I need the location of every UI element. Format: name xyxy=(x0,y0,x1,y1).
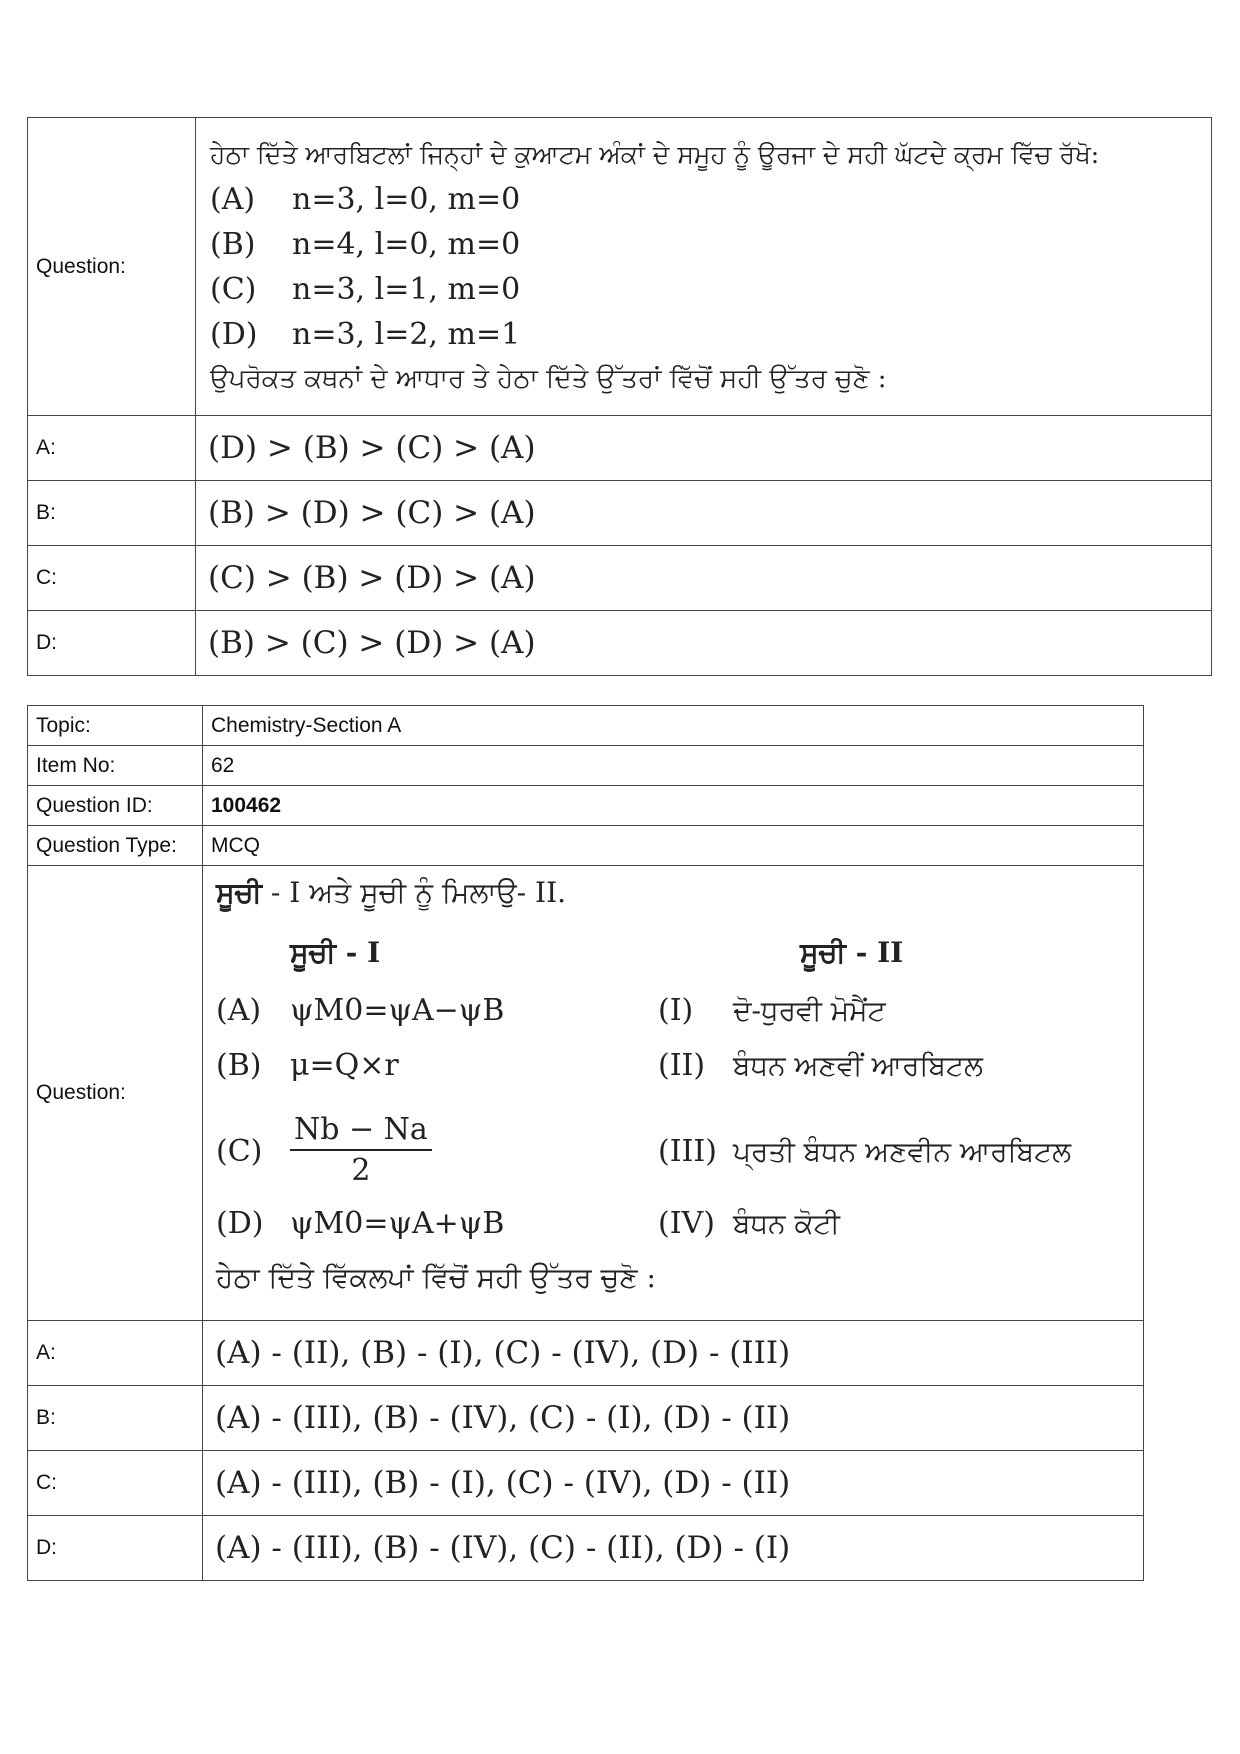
question-type-value: MCQ xyxy=(203,826,1144,866)
option-label: A: xyxy=(28,416,196,481)
option-text: (A) - (III), (B) - (IV), (C) - (I), (D) - (II) xyxy=(203,1386,1144,1451)
fraction xyxy=(290,1112,432,1188)
option-label: B: xyxy=(28,1386,203,1451)
list-1-key: (C) xyxy=(216,1134,263,1169)
item-no-label: Item No: xyxy=(28,746,203,786)
question-text: ਸੂਚੀ - I ਅਤੇ ਸੂਚੀ ਨੂੰ ਮਿਲਾਉ- II. xyxy=(216,876,567,909)
list-1-text: ψM0=ψA+ψB xyxy=(290,1206,505,1241)
list-2-text: ਬੰਧਨ ਕੋਟੀ xyxy=(733,1207,840,1240)
list-2-key: (I) xyxy=(658,993,694,1028)
list-1-text: ψM0=ψA−ψB xyxy=(290,993,505,1028)
option-text: (B) > (C) > (D) > (A) xyxy=(196,611,1212,676)
option-label: D: xyxy=(28,1516,203,1581)
item-no-value: 62 xyxy=(203,746,1144,786)
question-table-1 xyxy=(27,117,1212,676)
fraction-denominator: 2 xyxy=(351,1153,371,1188)
sub-item: (C) n=3, l=1, m=0 xyxy=(210,271,521,307)
option-label: D: xyxy=(28,611,196,676)
list-1-heading: ਸੂਚੀ - I xyxy=(290,936,381,969)
list-1-key: (A) xyxy=(216,993,262,1028)
instruction-text: ਉਪਰੋਕਤ ਕਥਨਾਂ ਦੇ ਆਧਾਰ ਤੇ ਹੇਠਾ ਦਿੱਤੇ ਉੱਤਰਾਂ ਵਿੱਚੋਂ ਸਹੀ ਉੱਤਰ ਚੁਣੋ : xyxy=(210,363,887,394)
option-label: B: xyxy=(28,481,196,546)
instruction-text: ਹੇਠਾ ਦਿੱਤੇ ਵਿੱਕਲਪਾਂ ਵਿੱਚੋਂ ਸਹੀ ਉੱਤਰ ਚੁਣੋ : xyxy=(216,1261,656,1294)
option-text: (A) - (III), (B) - (I), (C) - (IV), (D) - (II) xyxy=(203,1451,1144,1516)
option-text: (A) - (III), (B) - (IV), (C) - (II), (D) - (I) xyxy=(203,1516,1144,1581)
sub-item: (B) n=4, l=0, m=0 xyxy=(210,226,521,262)
option-text: (B) > (D) > (C) > (A) xyxy=(196,481,1212,546)
list-2-key: (III) xyxy=(658,1134,717,1169)
list-2-text: ਬੰਧਨ ਅਣਵੀਂ ਆਰਬਿਟਲ xyxy=(733,1049,983,1082)
question-body xyxy=(196,118,1212,416)
option-label: C: xyxy=(28,1451,203,1516)
list-2-text: ਪ੍ਰਤੀ ਬੰਧਨ ਅਣਵੀਨ ਆਰਬਿਟਲ xyxy=(733,1135,1072,1168)
question-label: Question: xyxy=(28,118,196,416)
question-text: ਹੇਠਾ ਦਿੱਤੇ ਆਰਬਿਟਲਾਂ ਜਿਨ੍ਹਾਂ ਦੇ ਕੁਆਟਮ ਅੰਕਾਂ ਦੇ ਸਮੂਹ ਨੂੰ ਊਰਜਾ ਦੇ ਸਹੀ ਘੱਟਦੇ ਕ੍ਰਮ ਵਿੱਚ ਰੱਖੋ: xyxy=(210,139,1100,169)
sub-item: (D) n=3, l=2, m=1 xyxy=(210,316,521,352)
question-type-label: Question Type: xyxy=(28,826,203,866)
list-1-key: (B) xyxy=(216,1048,262,1083)
list-1-key: (D) xyxy=(216,1206,264,1241)
list-1-text: μ=Q×r xyxy=(290,1048,399,1083)
list-2-key: (IV) xyxy=(658,1206,715,1241)
option-text: (C) > (B) > (D) > (A) xyxy=(196,546,1212,611)
option-label: A: xyxy=(28,1321,203,1386)
list-2-heading: ਸੂਚੀ - II xyxy=(800,936,904,969)
option-text: (D) > (B) > (C) > (A) xyxy=(196,416,1212,481)
option-text: (A) - (II), (B) - (I), (C) - (IV), (D) - (III) xyxy=(203,1321,1144,1386)
topic-value: Chemistry-Section A xyxy=(203,706,1144,746)
option-label: C: xyxy=(28,546,196,611)
question-id-label: Question ID: xyxy=(28,786,203,826)
sub-item: (A) n=3, l=0, m=0 xyxy=(210,181,521,217)
topic-label: Topic: xyxy=(28,706,203,746)
list-2-key: (II) xyxy=(658,1048,706,1083)
question-id-value: 100462 xyxy=(203,786,1144,826)
question-body xyxy=(203,866,1144,1321)
fraction-numerator: Nb − Na xyxy=(290,1112,432,1151)
question-label: Question: xyxy=(28,866,203,1321)
question-table-2 xyxy=(27,705,1144,1581)
list-2-text: ਦੋ-ਧੁਰਵੀ ਮੋਮੈਂਟ xyxy=(733,994,886,1027)
